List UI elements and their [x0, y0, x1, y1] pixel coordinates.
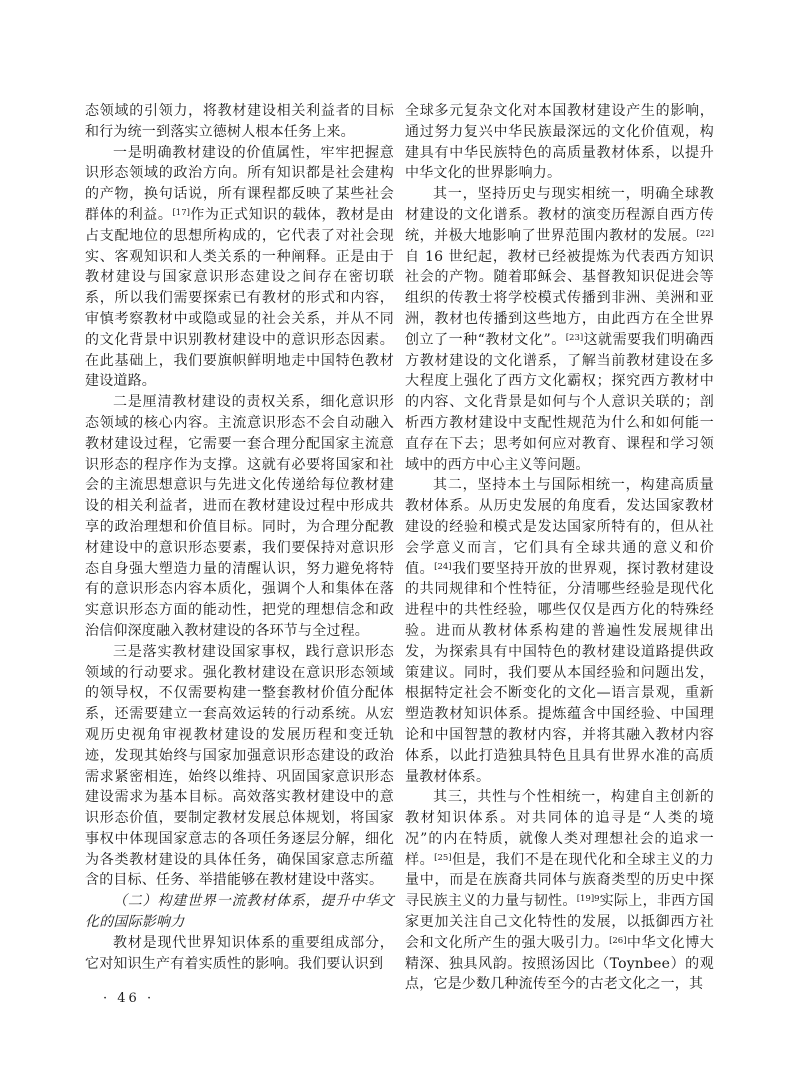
body-text: 态领域的引领力，将教材建设相关利益者的目标和行为统一到落实立德树人根本任务上来。	[85, 103, 394, 140]
paragraph	[405, 184, 714, 475]
footnote-ref: [24]	[434, 561, 452, 572]
body-text: 三是落实教材建设国家事权，践行意识形态领域的行动要求。强化教材建设在意识形态领域的领导权，不仅需要构建一整套教材价值分配体系，还需要建立一套高效运转的行动系统。从宏观历史视角审视教材建设的发展历程和变迁轨迹，发现其始终与国家加强意识形态建设的政治需求紧密相连，始终以维持、巩固国家意识形态建设需求为基本目标。高效落实教材建设中的意识形态价值，要制定教材发展总体规划，将国家事权中体现国家意志的各项任务逐层分解，细化为各类教材建设的具体任务，确保国家意志所蕴含的目标、任务、举措能够在教材建设中落实。	[85, 643, 394, 889]
body-text: 其二，坚持本土与国际相统一，构建高质量教材体系。从历史发展的角度看，发达国家教材建设的经验和模式是发达国家所特有的，但从社会学意义而言，它们具有全球共通的意义和价值。	[405, 477, 714, 577]
body-text: 中华文化博大精深、独具风韵。按照汤因比（Toynbee）的观点，它是少数几种流传至今的古老文化之一，其	[405, 934, 714, 993]
footnote-ref: [17]	[172, 208, 190, 219]
left-column	[85, 101, 394, 995]
paragraph	[85, 392, 394, 642]
body-text: 但是，我们不是在现代化和全球主义的力量中，而是在族裔共同体与族裔类型的历史中探寻民族主义的力量与韧性。	[405, 851, 714, 910]
footnote-ref: [25]	[434, 852, 452, 863]
paragraph	[405, 475, 714, 787]
body-text: 实际上，非西方国家更加关注自己文化特性的发展，以抵御西方社会和文化所产生的强大吸引力。	[405, 893, 714, 951]
body-text: 一是明确教材建设的价值属性，牢牢把握意识形态领域的政治方向。所有知识都是社会建构的产物，换句话说，所有课程都反映了某些社会群体的利益。	[85, 144, 394, 223]
body-text: 我们要坚持开放的世界观，探讨教材建设的共同规律和个性特征，分清哪些经验是现代化进程中的共性经验，哪些仅仅是西方化的特殊经验。进而从教材体系构建的普遍性发展规律出发，为探索具有中国特色的教材建设道路提供政策建议。同时，我们要从本国经验和问题出发，根据特定社会不断变化的文化—语言景观，重新塑造教材知识体系。提炼蕴含中国经验、中国理论和中国智慧的教材内容，并将其融入教材内容体系，以此打造独具特色且具有世界水准的高质量教材体系。	[405, 560, 714, 785]
body-text: 其一，坚持历史与现实相统一，明确全球教材建设的文化谱系。教材的演变历程源自西方传统，并极大地影响了世界范围内教材的发展。	[405, 186, 714, 244]
body-text: 其三，共性与个性相统一，构建自主创新的教材知识体系。对共同体的追寻是“人类的境况”的内在特质，就像人类对理想社会的追求一样。	[405, 789, 714, 868]
paragraph	[405, 101, 714, 184]
paragraph	[85, 933, 394, 975]
body-text: （二）构建世界一流教材体系，提升中华文化的国际影响力	[85, 893, 394, 931]
page-number: · 46 ·	[103, 991, 155, 1006]
footnote-ref: [19]9	[576, 894, 600, 905]
body-text: 教材是现代世界知识体系的重要组成部分，它对知识生产有着实质性的影响。我们要认识到	[85, 934, 394, 972]
two-column-text-area	[85, 101, 714, 995]
paragraph	[85, 101, 394, 143]
body-text: 这就需要我们明确西方教材建设的文化谱系，了解当前教材建设在多大程度上强化了西方文化霸权；探究西方教材中的内容、文化背景是如何与个人意识关联的；剖析西方教材建设中支配性规范为什么和如何能一直存在下去；思考如何应对教育、课程和学习领域中的西方中心主义等问题。	[405, 331, 714, 473]
footnote-ref: [26]	[609, 936, 627, 947]
right-column	[405, 101, 714, 995]
body-text: 全球多元复杂文化对本国教材建设产生的影响，通过努力复兴中华民族最深远的文化价值观，构建具有中华民族特色的高质量教材体系，以提升中华文化的世界影响力。	[405, 103, 714, 182]
paragraph	[85, 143, 394, 393]
section-heading	[85, 891, 394, 933]
body-text: 作为正式知识的载体，教材是由占支配地位的思想所构成的，它代表了对社会现实、客观知识和人类关系的一种阐释。正是由于教材建设与国家意识形态建设之间存在密切联系，所以我们需要探索已有教材的形式和内容，审慎考察教材中或隐或显的社会关系，并从不同的文化背景中识别教材建设中的意识形态因素。在此基础上，我们要旗帜鲜明地走中国特色教材建设道路。	[85, 206, 394, 390]
paragraph	[85, 642, 394, 892]
body-text: 自 16 世纪起，教材已经被提炼为代表西方知识社会的产物。随着耶稣会、基督教知识促进会等组织的传教士将学校模式传播到非洲、美洲和亚洲，教材也传播到这些地方，由此西方在全世界创立了一种“教材文化”。	[405, 248, 714, 348]
footnote-ref: [23]	[565, 332, 584, 343]
paragraph	[405, 787, 714, 995]
footnote-ref: [22]	[696, 228, 714, 239]
body-text: 二是厘清教材建设的责权关系，细化意识形态领域的核心内容。主流意识形态不会自动融入教材建设过程，它需要一套合理分配国家主流意识形态的程序作为支撑。这就有必要将国家和社会的主流思想意识与先进文化传递给每位教材建设的相关利益者，进而在教材建设过程中形成共享的政治理想和价值目标。同时，为合理分配教材建设中的意识形态要素，我们要保持对意识形态自身强大塑造力量的清醒认识，努力避免将特有的意识形态内容本质化，强调个人和集体在落实意识形态方面的能动性，把党的理想信念和政治信仰深度融入教材建设的各环节与全过程。	[85, 394, 394, 639]
